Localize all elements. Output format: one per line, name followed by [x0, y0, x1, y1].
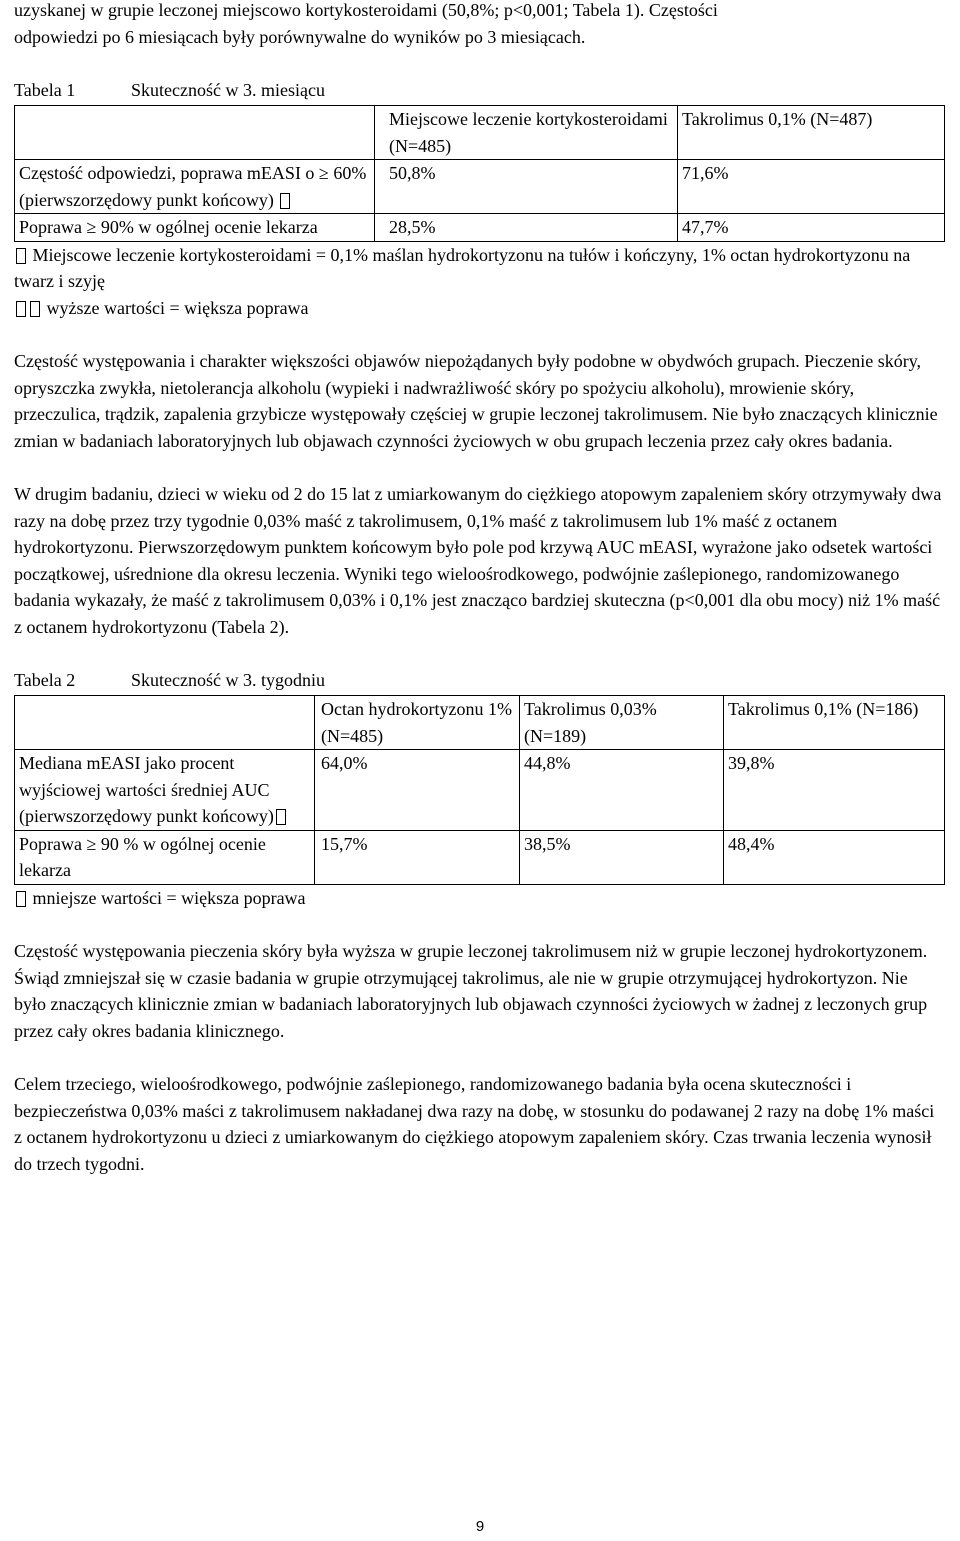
- table2-footnote: mniejsze wartości = większa poprawa: [14, 885, 944, 912]
- table2-header-cell: Octan hydrokortyzonu 1% (N=485): [315, 696, 520, 750]
- page-number: 9: [475, 1518, 485, 1535]
- footnote-ref-icon: [276, 809, 286, 825]
- table1-caption: [14, 77, 944, 103]
- table1-footnote-1: Miejscowe leczenie kortykosteroidami = 0,1% maślan hydrokortyzonu na tułów i kończyny, 1% octan hydrokortyzonu na twarz i szyję: [14, 244, 911, 291]
- table1-cell: 28,5%: [375, 214, 678, 242]
- table1-footnote-2: wyższe wartości = większa poprawa: [14, 295, 944, 322]
- paragraph-burning: Częstość występowania pieczenia skóry była wyższa w grupie leczonej takrolimusem niż w grupie leczonej hydrokortyzonem. Świąd zmniejszał się w czasie badania w grupie otrzymującej takrolimus, ale nie w grupie otrzymującej hydrokortyzon. Nie było znaczących klinicznie zmian w badaniach laboratoryjnych lub objawach czynności życiowych w żadnej z leczonych grup przez cały okres badania klinicznego.: [14, 941, 928, 1041]
- paragraph-third-study: Celem trzeciego, wieloośrodkowego, podwójnie zaślepionego, randomizowanego badania była ocena skuteczności i bezpieczeństwa 0,03% maści z takrolimusem nakładanej dwa razy na dobę, w stosunku do podawanej 2 razy na dobę 1% maści z octanem hydrokortyzonu u dzieci z umiarkowanym do ciężkiego atopowym zapaleniem skóry. Czas trwania leczenia wynosił do trzech tygodni.: [14, 1074, 935, 1174]
- table2-cell: 38,5%: [520, 830, 724, 884]
- table1-title: Skuteczność w 3. miesiącu: [131, 80, 325, 100]
- footnote-ref-icon: [16, 891, 26, 907]
- table2-header-cell: Takrolimus 0,03% (N=189): [520, 696, 724, 750]
- table1-number: Tabela 1: [14, 80, 76, 100]
- table-row: [15, 160, 945, 214]
- table1-header-cell: Takrolimus 0,1% (N=487): [678, 106, 945, 160]
- table1-header-cell: [15, 106, 375, 160]
- table2-header-row: [15, 696, 945, 750]
- intro-line-1: uzyskanej w grupie leczonej miejscowo kortykosteroidami (50,8%; p<0,001; Tabela 1). Częstości: [14, 0, 718, 20]
- footnote-ref-icon: [30, 301, 40, 317]
- table2-header-cell: Takrolimus 0,1% (N=186): [724, 696, 945, 750]
- table2-row-label: Mediana mEASI jako procent wyjściowej wartości średniej AUC (pierwszorzędowy punkt końcowy): [15, 750, 315, 831]
- table-row: [15, 750, 945, 831]
- table2-cell: 48,4%: [724, 830, 945, 884]
- table1-row-label: Częstość odpowiedzi, poprawa mEASI o ≥ 60% (pierwszorzędowy punkt końcowy): [15, 160, 375, 214]
- table2-cell: 64,0%: [315, 750, 520, 831]
- footnote-ref-icon: [280, 193, 290, 209]
- table2-number: Tabela 2: [14, 670, 76, 690]
- footnote-ref-icon: [16, 248, 26, 264]
- table2-header-cell: [15, 696, 315, 750]
- footnote-ref-icon: [16, 301, 26, 317]
- table1-cell: 50,8%: [375, 160, 678, 214]
- table2-row-label: Poprawa ≥ 90 % w ogólnej ocenie lekarza: [15, 830, 315, 884]
- table1: [14, 105, 945, 242]
- table1-row-label: Poprawa ≥ 90% w ogólnej ocenie lekarza: [15, 214, 375, 242]
- table1-cell: 47,7%: [678, 214, 945, 242]
- table2-cell: 15,7%: [315, 830, 520, 884]
- intro-line-2: odpowiedzi po 6 miesiącach były porównywalne do wyników po 3 miesiącach.: [14, 26, 586, 47]
- table2: [14, 695, 945, 885]
- table1-header-row: [15, 106, 945, 160]
- table1-header-cell: Miejscowe leczenie kortykosteroidami (N=485): [375, 106, 678, 160]
- table2-caption: [14, 667, 944, 693]
- table-row: [15, 214, 945, 242]
- table2-title: Skuteczność w 3. tygodniu: [131, 670, 325, 690]
- document-page: [14, 0, 944, 1177]
- table2-cell: 44,8%: [520, 750, 724, 831]
- paragraph-second-study: W drugim badaniu, dzieci w wieku od 2 do 15 lat z umiarkowanym do ciężkiego atopowym zapaleniem skóry otrzymywały dwa razy na dobę przez trzy tygodnie 0,03% maść z takrolimusem, 0,1% maść z takrolimusem lub 1% maść z octanem hydrokortyzonu. Pierwszorzędowym punktem końcowym było pole pod krzywą AUC mEASI, wyrażone jako odsetek wartości początkowej, uśrednione dla okresu leczenia. Wyniki tego wieloośrodkowego, podwójnie zaślepionego, randomizowanego badania wykazały, że maść z takrolimusem 0,03% i 0,1% jest znacząco bardziej skuteczna (p<0,001 dla obu mocy) niż 1% maść z octanem hydrokortyzonu (Tabela 2).: [14, 484, 942, 637]
- paragraph-adverse-events: Częstość występowania i charakter większości objawów niepożądanych były podobne w obydwóch grupach. Pieczenie skóry, opryszczka zwykła, nietolerancja alkoholu (wypieki i nadwrażliwość skóry po spożyciu alkoholu), mrowienie skóry, przeczulica, trądzik, zapalenia grzybicze występowały częściej w grupie leczonej takrolimusem. Nie było znaczących klinicznie zmian w badaniach laboratoryjnych lub objawach czynności życiowych w obu grupach leczenia przez cały okres badania.: [14, 351, 938, 451]
- table1-cell: 71,6%: [678, 160, 945, 214]
- table2-cell: 39,8%: [724, 750, 945, 831]
- table-row: [15, 830, 945, 884]
